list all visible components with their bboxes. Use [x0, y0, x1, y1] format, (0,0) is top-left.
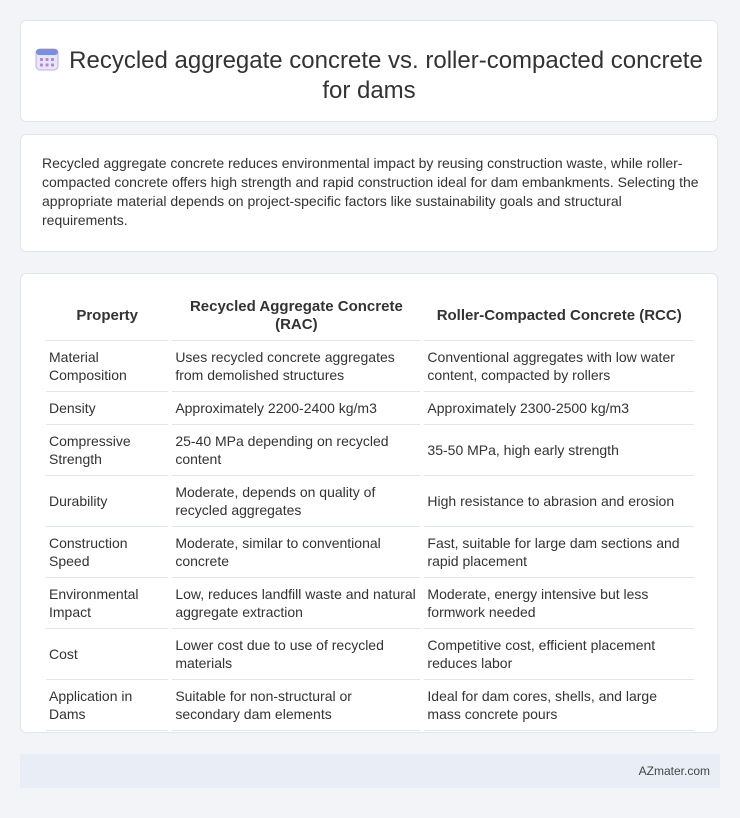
cell-rcc: High resistance to abrasion and erosion — [424, 476, 694, 527]
table-row — [46, 527, 694, 578]
cell-rcc: Conventional aggregates with low water content, compacted by rollers — [424, 341, 694, 392]
header-property: Property — [46, 294, 168, 341]
table-row — [46, 629, 694, 680]
comparison-table — [42, 294, 698, 731]
cell-rcc: 35-50 MPa, high early strength — [424, 425, 694, 476]
page-title: Recycled aggregate concrete vs. roller-compacted concrete for dams — [69, 47, 703, 104]
table-row — [46, 392, 694, 425]
calendar-icon — [35, 47, 59, 71]
cell-property: Durability — [46, 476, 168, 527]
cell-rac: Moderate, similar to conventional concrete — [172, 527, 420, 578]
cell-rac: 25-40 MPa depending on recycled content — [172, 425, 420, 476]
cell-rcc: Ideal for dam cores, shells, and large mass concrete pours — [424, 680, 694, 731]
cell-property: Density — [46, 392, 168, 425]
cell-property: Construction Speed — [46, 527, 168, 578]
cell-rac: Uses recycled concrete aggregates from demolished structures — [172, 341, 420, 392]
cell-property: Application in Dams — [46, 680, 168, 731]
cell-rcc: Competitive cost, efficient placement reduces labor — [424, 629, 694, 680]
table-row — [46, 578, 694, 629]
table-row — [46, 680, 694, 731]
cell-rcc: Fast, suitable for large dam sections and rapid placement — [424, 527, 694, 578]
table-header-row — [46, 294, 694, 341]
cell-rcc: Approximately 2300-2500 kg/m3 — [424, 392, 694, 425]
footer-site-link[interactable]: AZmater.com — [638, 764, 710, 778]
intro-card — [20, 134, 718, 252]
cell-rac: Suitable for non-structural or secondary dam elements — [172, 680, 420, 731]
title-card — [20, 20, 718, 122]
cell-property: Material Composition — [46, 341, 168, 392]
table-row — [46, 341, 694, 392]
header-rcc: Roller-Compacted Concrete (RCC) — [424, 294, 694, 341]
cell-rac: Lower cost due to use of recycled materials — [172, 629, 420, 680]
table-row — [46, 425, 694, 476]
intro-paragraph: Recycled aggregate concrete reduces environmental impact by reusing construction waste, while roller-compacted concrete offers high strength and rapid construction ideal for dam embankments. Selecting the appropriate material depends on project-specific factors like sustainability goals and structural requirements. — [42, 155, 699, 228]
page-title-wrap — [21, 46, 717, 106]
comparison-card — [20, 273, 718, 733]
cell-property: Cost — [46, 629, 168, 680]
header-rac: Recycled Aggregate Concrete (RAC) — [172, 294, 420, 341]
cell-rac: Approximately 2200-2400 kg/m3 — [172, 392, 420, 425]
cell-property: Compressive Strength — [46, 425, 168, 476]
table-row — [46, 476, 694, 527]
footer — [20, 754, 720, 788]
cell-rcc: Moderate, energy intensive but less formwork needed — [424, 578, 694, 629]
cell-rac: Moderate, depends on quality of recycled aggregates — [172, 476, 420, 527]
cell-property: Environmental Impact — [46, 578, 168, 629]
cell-rac: Low, reduces landfill waste and natural aggregate extraction — [172, 578, 420, 629]
